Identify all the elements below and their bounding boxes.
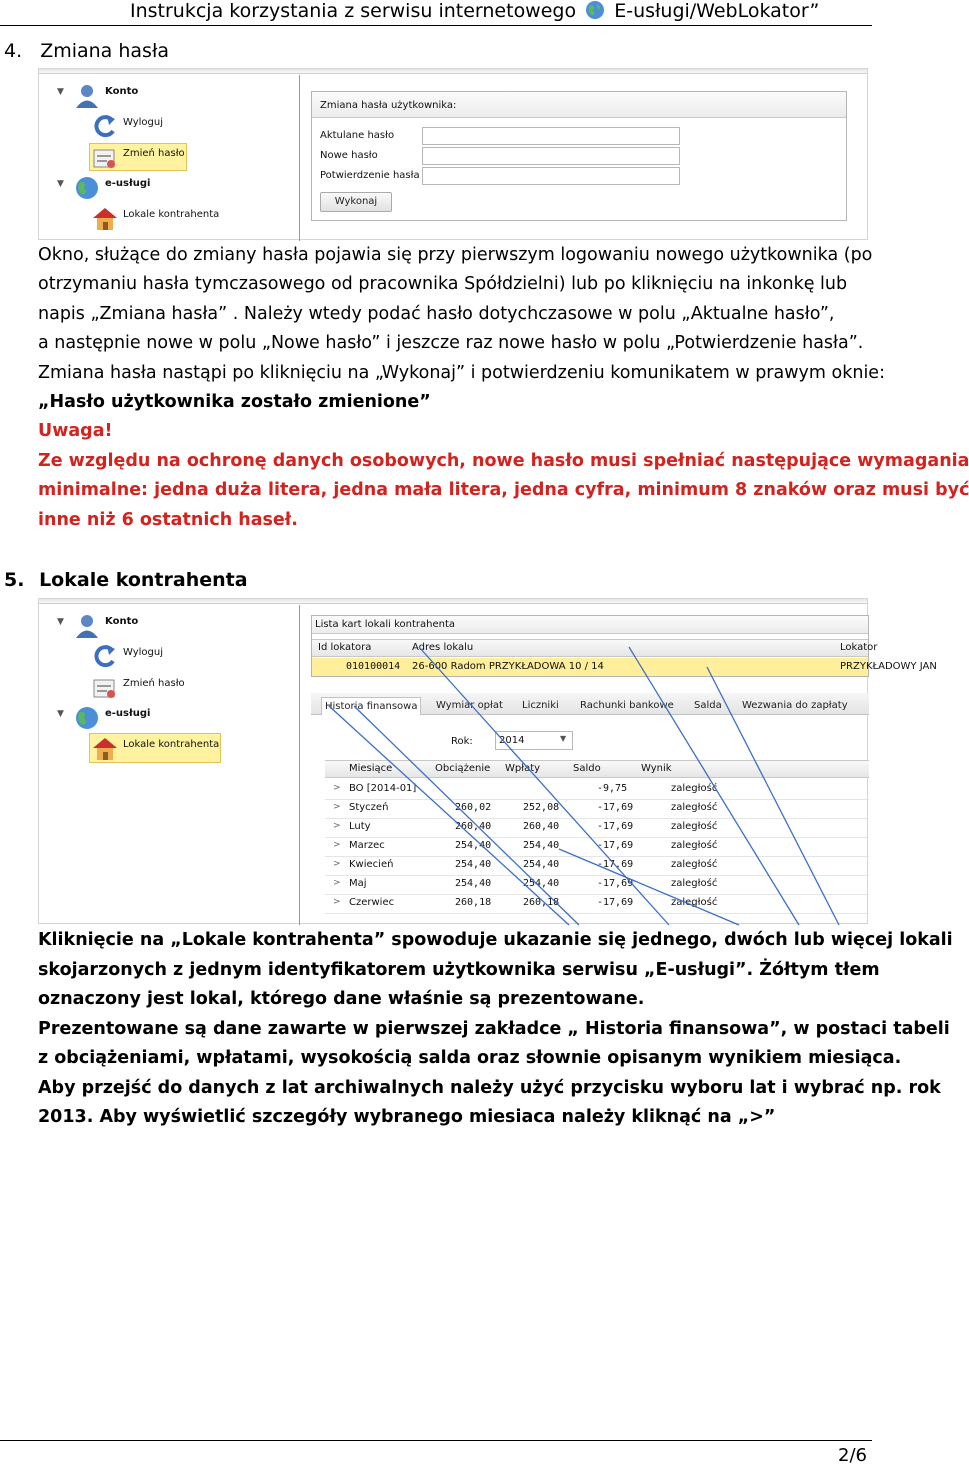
nav-zmien-haslo[interactable]: Zmień hasło xyxy=(123,678,185,689)
paragraph-line: Aby przejść do danych z lat archiwalnych należy użyć przycisku wyboru lat i wybrać np. rok xyxy=(38,1078,941,1098)
grid-header-wplaty: Wpłaty xyxy=(505,763,541,774)
grid-header-wynik: Wynik xyxy=(641,763,672,774)
grid-cell-saldo: -17,69 xyxy=(597,840,634,851)
password-form xyxy=(311,91,847,221)
grid-cell-saldo: -17,69 xyxy=(597,878,634,889)
paragraph-line: 2013. Aby wyświetlić szczegóły wybranego miesiaca należy kliknąć na „>” xyxy=(38,1107,776,1127)
grid-cell-wynik: zaległość xyxy=(671,878,718,889)
arrow-line xyxy=(559,849,739,925)
list-title: Lista kart lokali kontrahenta xyxy=(315,619,456,630)
grid-cell-wynik: zaległość xyxy=(671,783,718,794)
lokal-address: 26-600 Radom PRZYKŁADOWA 10 / 14 xyxy=(412,661,604,672)
grid-cell-wpl: 252,08 xyxy=(523,802,560,813)
list-header-lokator: Lokator xyxy=(840,642,878,653)
nav-konto[interactable]: Konto xyxy=(105,616,139,627)
tab-liczniki[interactable]: Liczniki xyxy=(522,700,559,711)
chevron-down-icon[interactable]: ▼ xyxy=(57,709,64,719)
nav-zmien-haslo[interactable]: Zmień hasło xyxy=(123,148,185,159)
expand-row-arrow-icon[interactable]: > xyxy=(333,783,341,793)
nav-lokale[interactable]: Lokale kontrahenta xyxy=(123,209,220,220)
nav-lokale[interactable]: Lokale kontrahenta xyxy=(123,739,220,750)
grid-header-saldo: Saldo xyxy=(573,763,601,774)
paragraph-line: a następnie nowe w polu „Nowe hasło” i jeszcze raz nowe hasło w polu „Potwierdzenie hasła”. xyxy=(38,333,864,353)
grid-cell-obc: 254,40 xyxy=(455,859,492,870)
tab-historia-finansowa[interactable]: Historia finansowa xyxy=(321,697,421,715)
grid-cell-month: Luty xyxy=(349,821,371,832)
rok-value: 2014 xyxy=(499,735,525,746)
tab-rachunki-bankowe[interactable]: Rachunki bankowe xyxy=(580,700,674,711)
grid-cell-saldo: -9,75 xyxy=(597,783,628,794)
confirm-password-field[interactable] xyxy=(422,167,680,185)
globe-icon xyxy=(73,175,101,201)
paragraph-line: Prezentowane są dane zawarte w pierwszej zakładce „ Historia finansowa”, w postaci tabeli xyxy=(38,1019,950,1039)
current-password-label: Aktulane hasło xyxy=(320,130,395,141)
grid-cell-wynik: zaległość xyxy=(671,821,718,832)
grid-cell-wynik: zaległość xyxy=(671,859,718,870)
arrow-line xyxy=(354,706,579,925)
section-number: 4. xyxy=(4,40,23,62)
paragraph-line: napis „Zmiana hasła” . Należy wtedy podać hasło dotychczasowe w polu „Aktualne hasło”, xyxy=(38,304,835,324)
document-header xyxy=(130,0,819,22)
arrow-line xyxy=(629,647,799,925)
section-title: Lokale kontrahenta xyxy=(39,569,248,591)
grid-cell-saldo: -17,69 xyxy=(597,802,634,813)
chevron-down-icon[interactable]: ▼ xyxy=(57,87,64,97)
new-password-field[interactable] xyxy=(422,147,680,165)
grid-cell-wynik: zaległość xyxy=(671,897,718,908)
current-password-field[interactable] xyxy=(422,127,680,145)
grid-cell-month: Kwiecień xyxy=(349,859,394,870)
paragraph-line: z obciążeniami, wpłatami, wysokością salda oraz słownie opisanym wynikiem miesiąca. xyxy=(38,1048,902,1068)
sidebar-divider xyxy=(299,75,300,241)
wykonaj-button[interactable]: Wykonaj xyxy=(320,192,392,212)
header-title-part1: Instrukcja korzystania z serwisu internetowego xyxy=(130,0,577,22)
expand-row-arrow-icon[interactable]: > xyxy=(333,840,341,850)
panel-top-bar xyxy=(39,69,867,74)
header-divider xyxy=(0,25,872,26)
tab-wymiar-oplat[interactable]: Wymiar opłat xyxy=(436,700,503,711)
arrow-line xyxy=(707,667,839,925)
form-title: Zmiana hasła użytkownika: xyxy=(320,100,457,111)
globe-icon xyxy=(585,0,605,20)
password-change-screenshot xyxy=(38,68,868,240)
expand-row-arrow-icon[interactable]: > xyxy=(333,821,341,831)
list-header-id: Id lokatora xyxy=(318,642,372,653)
paragraph-line: otrzymaniu hasła tymczasowego od pracownika Spółdzielni) lub po kliknięciu na inkonkę lub xyxy=(38,274,848,294)
confirm-message: „Hasło użytkownika zostało zmienione” xyxy=(38,392,431,412)
grid-cell-wpl: 260,18 xyxy=(523,897,560,908)
grid-cell-month: Czerwiec xyxy=(349,897,395,908)
grid-cell-obc: 260,02 xyxy=(455,802,492,813)
grid-cell-obc: 260,40 xyxy=(455,821,492,832)
warning-line: Ze względu na ochronę danych osobowych, nowe hasło musi spełniać następujące wymagania xyxy=(38,451,969,471)
grid-cell-saldo: -17,69 xyxy=(597,859,634,870)
grid-cell-wpl: 260,40 xyxy=(523,821,560,832)
expand-row-arrow-icon[interactable]: > xyxy=(333,878,341,888)
new-password-label: Nowe hasło xyxy=(320,150,378,161)
grid-cell-obc: 254,40 xyxy=(455,878,492,889)
warning-line: inne niż 6 ostatnich haseł. xyxy=(38,510,298,530)
lokale-screenshot xyxy=(38,598,937,924)
section-4-heading xyxy=(4,40,169,62)
tab-wezwania[interactable]: Wezwania do zapłaty xyxy=(742,700,848,711)
paragraph-line: skojarzonych z jednym identyfikatorem użytkownika serwisu „E-usługi”. Żółtym tłem xyxy=(38,960,880,980)
rok-label: Rok: xyxy=(451,736,473,747)
annotation-arrows xyxy=(39,599,869,925)
grid-cell-obc: 260,18 xyxy=(455,897,492,908)
grid-cell-wynik: zaległość xyxy=(671,840,718,851)
grid-cell-saldo: -17,69 xyxy=(597,897,634,908)
grid-cell-obc: 254,40 xyxy=(455,840,492,851)
list-header-address: Adres lokalu xyxy=(412,642,474,653)
grid-cell-month: Styczeń xyxy=(349,802,389,813)
grid-cell-wpl: 254,40 xyxy=(523,859,560,870)
section-5-heading xyxy=(4,569,248,591)
paragraph-line: Kliknięcie na „Lokale kontrahenta” spowoduje ukazanie się jednego, dwóch lub więcej lokali xyxy=(38,930,953,950)
paragraph-line: Zmiana hasła nastąpi po kliknięciu na „Wykonaj” i potwierdzeniu komunikatem w prawym oknie: xyxy=(38,363,885,383)
grid-cell-month: Marzec xyxy=(349,840,385,851)
expand-row-arrow-icon[interactable]: > xyxy=(333,802,341,812)
password-form-icon xyxy=(91,145,119,171)
grid-cell-saldo: -17,69 xyxy=(597,821,634,832)
lokal-lokator: PRZYKŁADOWY JAN xyxy=(840,661,937,672)
arrow-line xyxy=(419,647,669,925)
section-title: Zmiana hasła xyxy=(40,40,169,62)
chevron-down-icon[interactable]: ▼ xyxy=(560,734,567,743)
arrow-line xyxy=(329,706,569,925)
user-icon xyxy=(73,83,101,109)
tab-salda[interactable]: Salda xyxy=(694,700,722,711)
grid-cell-wpl: 254,40 xyxy=(523,878,560,889)
expand-row-arrow-icon[interactable]: > xyxy=(333,897,341,907)
expand-row-arrow-icon[interactable]: > xyxy=(333,859,341,869)
warning-line: minimalne: jedna duża litera, jedna mała litera, jedna cyfra, minimum 8 znaków oraz musi być xyxy=(38,480,969,500)
grid-cell-month: BO [2014-01] xyxy=(349,783,417,794)
grid-cell-wpl: 254,40 xyxy=(523,840,560,851)
nav-konto[interactable]: Konto xyxy=(105,86,139,97)
paragraph-line: Okno, służące do zmiany hasła pojawia się przy pierwszym logowaniu nowego użytkownika (po xyxy=(38,245,873,265)
nav-wyloguj[interactable]: Wyloguj xyxy=(123,647,163,658)
grid-cell-month: Maj xyxy=(349,878,367,889)
house-icon xyxy=(91,205,119,231)
header-title-part2: E-usługi/WebLokator” xyxy=(614,0,820,22)
lokal-id: 010100014 xyxy=(346,661,401,672)
confirm-password-label: Potwierdzenie hasła xyxy=(320,170,420,181)
nav-e-uslugi[interactable]: e-usługi xyxy=(105,178,151,189)
chevron-down-icon[interactable]: ▼ xyxy=(57,617,64,627)
logout-icon xyxy=(91,113,119,139)
page-number: 2/6 xyxy=(838,1445,867,1466)
warning-title: Uwaga! xyxy=(38,421,113,441)
section-number: 5. xyxy=(4,569,25,591)
chevron-down-icon[interactable]: ▼ xyxy=(57,179,64,189)
nav-wyloguj[interactable]: Wyloguj xyxy=(123,117,163,128)
paragraph-line: oznaczony jest lokal, którego dane właśnie są prezentowane. xyxy=(38,989,645,1009)
nav-e-uslugi[interactable]: e-usługi xyxy=(105,708,151,719)
grid-header-obciazenie: Obciążenie xyxy=(435,763,491,774)
grid-cell-wynik: zaległość xyxy=(671,802,718,813)
grid-header-months: Miesiące xyxy=(349,763,393,774)
footer-divider xyxy=(0,1440,872,1441)
